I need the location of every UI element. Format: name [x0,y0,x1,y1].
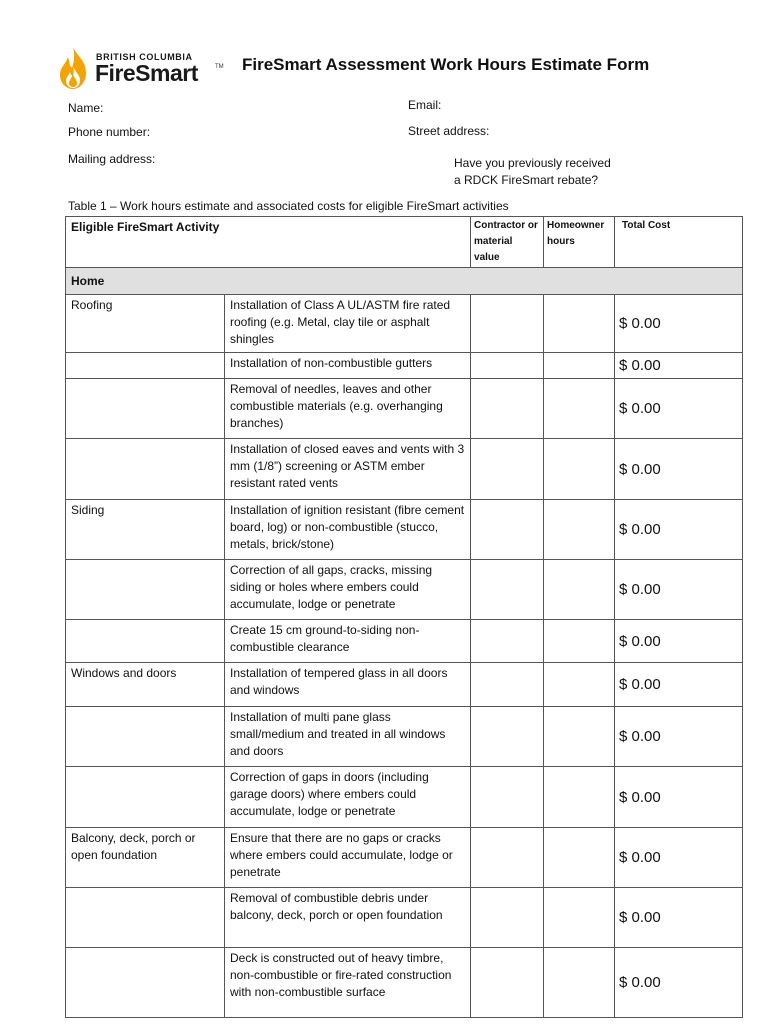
row-category [66,767,225,828]
total-cost-value: $ 0.00 [615,948,743,1018]
homeowner-hours-input[interactable] [544,828,615,888]
row-activity: Correction of all gaps, cracks, missing siding or holes where embers could accumulate, lodge or penetrate [225,560,471,620]
homeowner-hours-input[interactable] [544,439,615,500]
row-activity: Installation of Class A UL/ASTM fire rated roofing (e.g. Metal, clay tile or asphalt shingles [225,295,471,353]
row-category: Roofing [66,295,225,353]
table-row [66,439,743,500]
row-category [66,620,225,663]
homeowner-hours-input[interactable] [544,500,615,560]
row-activity: Removal of combustible debris under balcony, deck, porch or open foundation [225,888,471,948]
homeowner-hours-input[interactable] [544,707,615,767]
table-row [66,560,743,620]
homeowner-hours-input[interactable] [544,620,615,663]
table-header-row [66,217,743,268]
total-cost-value: $ 0.00 [615,888,743,948]
header-total-cost: Total Cost [615,217,743,268]
row-category [66,379,225,439]
row-activity: Deck is constructed out of heavy timbre, non-combustible or fire-rated construction with non-combustible surface [225,948,471,1018]
contractor-value-input[interactable] [471,620,544,663]
mailing-address-field-label: Mailing address: [68,152,156,166]
contractor-value-input[interactable] [471,663,544,707]
total-cost-value: $ 0.00 [615,379,743,439]
contractor-value-input[interactable] [471,379,544,439]
homeowner-hours-input[interactable] [544,767,615,828]
logo-brand: FireSmart [95,60,198,86]
contractor-value-input[interactable] [471,439,544,500]
table-row [66,353,743,379]
row-category [66,707,225,767]
table-row [66,767,743,828]
row-activity: Installation of ignition resistant (fibre cement board, log) or non-combustible (stucco, metals, brick/stone) [225,500,471,560]
page-title: FireSmart Assessment Work Hours Estimate Form [242,55,650,74]
contractor-value-input[interactable] [471,353,544,379]
section-label-home: Home [66,268,743,295]
table-row [66,828,743,888]
total-cost-value: $ 0.00 [615,295,743,353]
row-activity: Ensure that there are no gaps or cracks where embers could accumulate, lodge or penetrate [225,828,471,888]
rebate-question-line2: a RDCK FireSmart rebate? [454,173,599,187]
flame-icon [56,46,90,90]
street-address-field-label: Street address: [408,124,490,138]
table-row [66,707,743,767]
total-cost-value: $ 0.00 [615,353,743,379]
homeowner-hours-input[interactable] [544,379,615,439]
row-category [66,439,225,500]
row-category: Siding [66,500,225,560]
total-cost-value: $ 0.00 [615,620,743,663]
contractor-value-input[interactable] [471,948,544,1018]
header-homeowner-line1: Homeowner [547,220,605,231]
header-activity: Eligible FireSmart Activity [66,217,471,268]
contractor-value-input[interactable] [471,560,544,620]
homeowner-hours-input[interactable] [544,948,615,1018]
total-cost-value: $ 0.00 [615,663,743,707]
table-caption: Table 1 – Work hours estimate and associated costs for eligible FireSmart activities [68,199,509,213]
contractor-value-input[interactable] [471,888,544,948]
firesmart-logo [52,46,232,92]
contractor-value-input[interactable] [471,295,544,353]
table-row [66,295,743,353]
table-row [66,948,743,1018]
row-category: Windows and doors [66,663,225,707]
section-row-home [66,268,743,295]
name-field-label: Name: [68,101,104,115]
rebate-question-line1: Have you previously received [454,156,611,170]
phone-field-label: Phone number: [68,125,151,139]
table-row [66,500,743,560]
logo-subtitle: BRITISH COLUMBIA [96,52,193,62]
contractor-value-input[interactable] [471,707,544,767]
row-category: Balcony, deck, porch or open foundation [66,828,225,888]
table-row [66,379,743,439]
contractor-value-input[interactable] [471,828,544,888]
header-homeowner-hours [544,217,615,268]
work-hours-table [65,216,743,1018]
row-activity: Create 15 cm ground-to-siding non-combustible clearance [225,620,471,663]
total-cost-value: $ 0.00 [615,828,743,888]
logo-trademark: TM [215,64,224,70]
row-activity: Correction of gaps in doors (including garage doors) where embers could accumulate, lodge or penetrate [225,767,471,828]
table-row [66,620,743,663]
row-activity: Installation of multi pane glass small/medium and treated in all windows and doors [225,707,471,767]
total-cost-value: $ 0.00 [615,707,743,767]
table-row [66,888,743,948]
row-activity: Installation of non-combustible gutters [225,353,471,379]
total-cost-value: $ 0.00 [615,500,743,560]
row-activity: Removal of needles, leaves and other combustible materials (e.g. overhanging branches) [225,379,471,439]
header-contractor-value [471,217,544,268]
homeowner-hours-input[interactable] [544,560,615,620]
row-category [66,560,225,620]
homeowner-hours-input[interactable] [544,663,615,707]
homeowner-hours-input[interactable] [544,353,615,379]
total-cost-value: $ 0.00 [615,767,743,828]
row-activity: Installation of tempered glass in all doors and windows [225,663,471,707]
header-homeowner-line2: hours [547,236,575,247]
homeowner-hours-input[interactable] [544,295,615,353]
table-row [66,663,743,707]
header-contractor-line2: material value [474,236,513,263]
contractor-value-input[interactable] [471,767,544,828]
email-field-label: Email: [408,98,442,112]
contractor-value-input[interactable] [471,500,544,560]
row-activity: Installation of closed eaves and vents with 3 mm (1/8”) screening or ASTM ember resistant rated vents [225,439,471,500]
total-cost-value: $ 0.00 [615,439,743,500]
homeowner-hours-input[interactable] [544,888,615,948]
row-category [66,353,225,379]
row-category [66,948,225,1018]
header-contractor-line1: Contractor or [474,220,538,231]
row-category [66,888,225,948]
total-cost-value: $ 0.00 [615,560,743,620]
